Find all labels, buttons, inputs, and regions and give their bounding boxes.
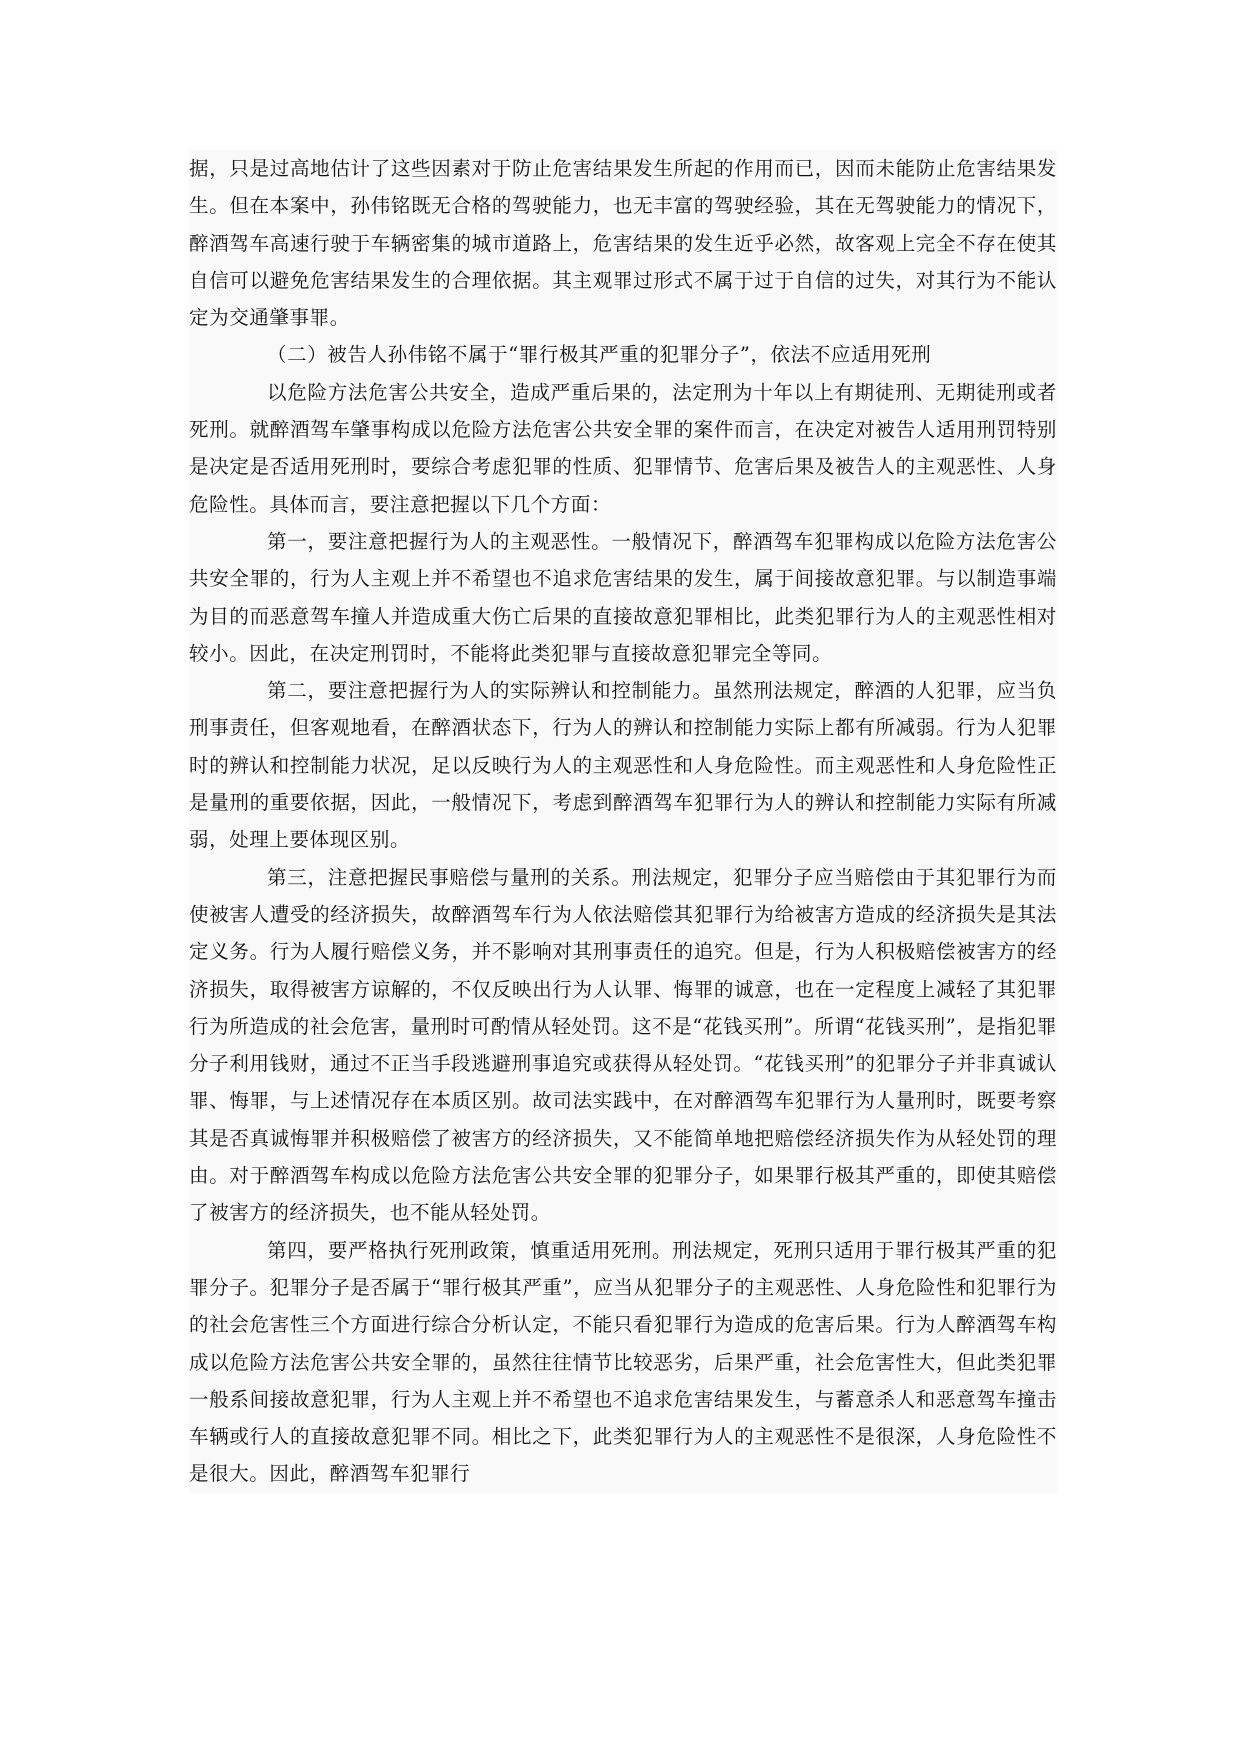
section-heading: （二）被告人孙伟铭不属于“罪行极其严重的犯罪分子”，依法不应适用死刑 <box>267 343 932 367</box>
document-body <box>189 150 1057 1493</box>
paragraph-3: 以危险方法危害公共安全，造成严重后果的，法定刑为十年以上有期徒刑、无期徒刑或者死刑。就醉酒驾车肇事构成以危险方法危害公共安全罪的案件而言，在决定对被告人适用刑罚特别是决定是否适用死刑时，要综合考虑犯罪的性质、犯罪情节、危害后果及被告人的主观恶性、人身危险性。具体而言，要注意把握以下几个方面： <box>189 380 1057 516</box>
paragraph-4: 第一，要注意把握行为人的主观恶性。一般情况下，醉酒驾车犯罪构成以危险方法危害公共安全罪的，行为人主观上并不希望也不追求危害结果的发生，属于间接故意犯罪。与以制造事端为目的而恶意驾车撞人并造成重大伤亡后果的直接故意犯罪相比，此类犯罪行为人的主观恶性相对较小。因此，在决定刑罚时，不能将此类犯罪与直接故意犯罪完全等同。 <box>189 529 1057 665</box>
paragraph-6: 第三，注意把握民事赔偿与量刑的关系。刑法规定，犯罪分子应当赔偿由于其犯罪行为而使被害人遭受的经济损失，故醉酒驾车行为人依法赔偿其犯罪行为给被害方造成的经济损失是其法定义务。行为人履行赔偿义务，并不影响对其刑事责任的追究。但是，行为人积极赔偿被害方的经济损失，取得被害方谅解的，不仅反映出行为人认罪、悔罪的诚意，也在一定程度上减轻了其犯罪行为所造成的社会危害，量刑时可酌情从轻处罚。这不是“花钱买刑”。所谓“花钱买刑”，是指犯罪分子利用钱财，通过不正当手段逃避刑事追究或获得从轻处罚。“花钱买刑”的犯罪分子并非真诚认罪、悔罪，与上述情况存在本质区别。故司法实践中，在对醉酒驾车犯罪行为人量刑时，既要考察其是否真诚悔罪并积极赔偿了被害方的经济损失，又不能简单地把赔偿经济损失作为从轻处罚的理由。对于醉酒驾车构成以危险方法危害公共安全罪的犯罪分子，如果罪行极其严重的，即使其赔偿了被害方的经济损失，也不能从轻处罚。 <box>189 865 1057 1225</box>
paragraph-5: 第二，要注意把握行为人的实际辨认和控制能力。虽然刑法规定，醉酒的人犯罪，应当负刑事责任，但客观地看，在醉酒状态下，行为人的辨认和控制能力实际上都有所减弱。行为人犯罪时的辨认和控制能力状况，足以反映行为人的主观恶性和人身危险性。而主观恶性和人身危险性正是量刑的重要依据，因此，一般情况下，考虑到醉酒驾车犯罪行为人的辨认和控制能力实际有所减弱，处理上要体现区别。 <box>189 679 1057 852</box>
paragraph-7: 第四，要严格执行死刑政策，慎重适用死刑。刑法规定，死刑只适用于罪行极其严重的犯罪分子。犯罪分子是否属于“罪行极其严重”，应当从犯罪分子的主观恶性、人身危险性和犯罪行为的社会危害性三个方面进行综合分析认定，不能只看犯罪行为造成的危害后果。行为人醉酒驾车构成以危险方法危害公共安全罪的，虽然往往情节比较恶劣，后果严重，社会危害性大，但此类犯罪一般系间接故意犯罪，行为人主观上并不希望也不追求危害结果发生，与蓄意杀人和恶意驾车撞击车辆或行人的直接故意犯罪不同。相比之下，此类犯罪行为人的主观恶性不是很深，人身危险性不是很大。因此，醉酒驾车犯罪行 <box>189 1238 1057 1486</box>
paragraph-1: 据，只是过高地估计了这些因素对于防止危害结果发生所起的作用而已，因而未能防止危害结果发生。但在本案中，孙伟铭既无合格的驾驶能力，也无丰富的驾驶经验，其在无驾驶能力的情况下，醉酒驾车高速行驶于车辆密集的城市道路上，危害结果的发生近乎必然，故客观上完全不存在使其自信可以避免危害结果发生的合理依据。其主观罪过形式不属于过于自信的过失，对其行为不能认定为交通肇事罪。 <box>189 157 1057 330</box>
